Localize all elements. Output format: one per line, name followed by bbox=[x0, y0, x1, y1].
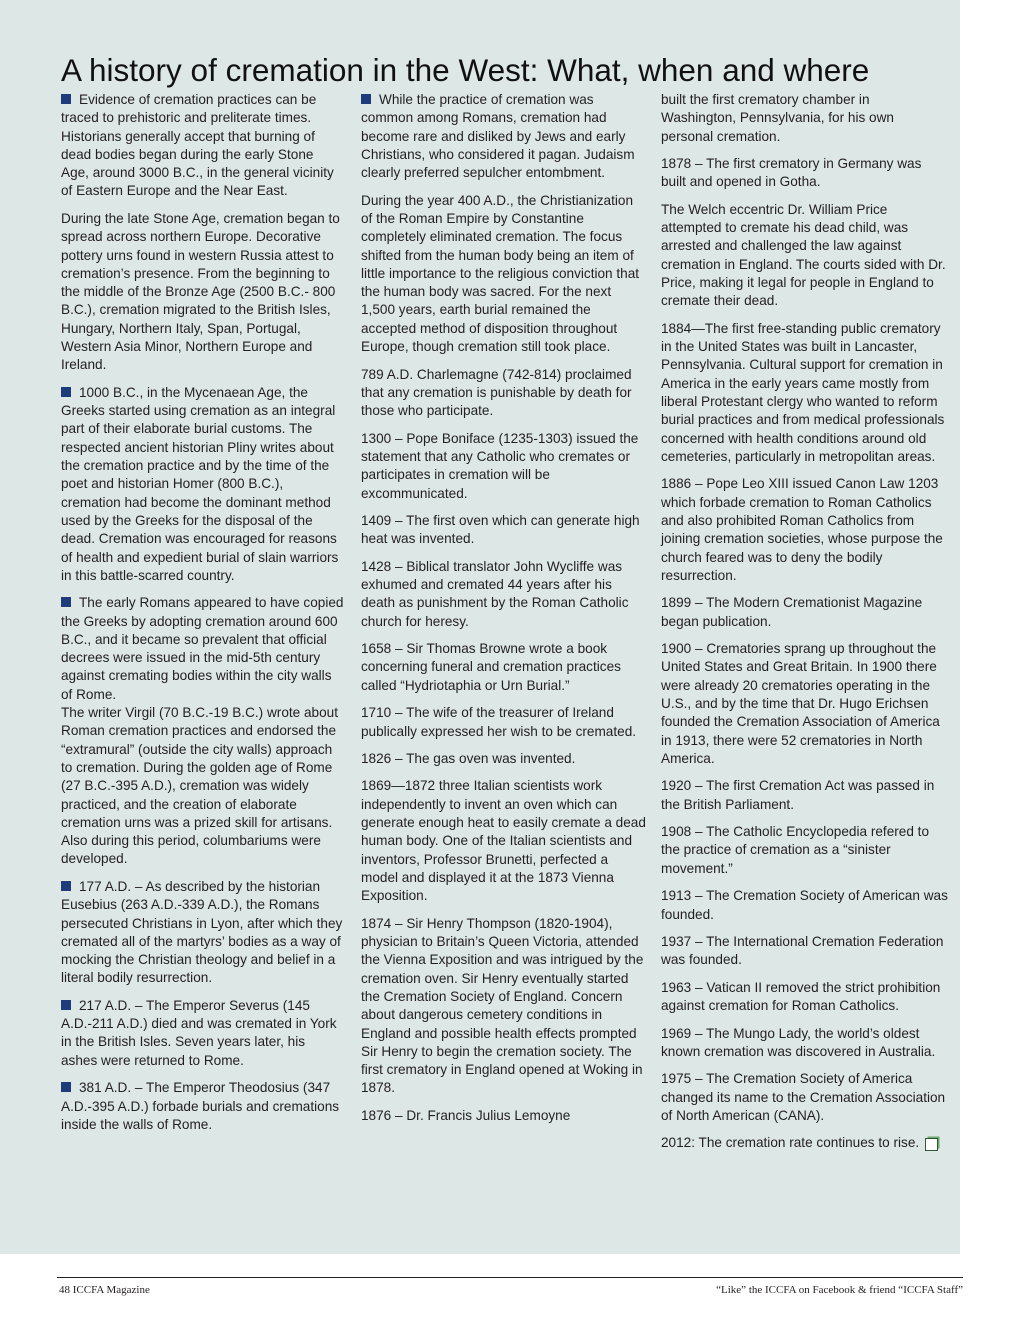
paragraph: 1428 – Biblical translator John Wycliffe was exhumed and cremated 44 years after his death as punishment by the Roman Catholic church for heresy. bbox=[361, 558, 629, 629]
paragraph: 1878 – The first crematory in Germany was built and opened in Gotha. bbox=[661, 156, 922, 190]
paragraph: 1908 – The Catholic Encyclopedia refered to the practice of cremation as a “sinister movement.” bbox=[661, 824, 930, 876]
square-bullet-icon bbox=[61, 94, 71, 104]
square-bullet-icon bbox=[61, 1000, 71, 1010]
paragraph: Evidence of cremation practices can be traced to prehistoric and preliterate times. Historians generally accept that burning of dead bodies began during the early Stone Age, around 3000 B.C., in the general vicinity of Eastern Europe and the Near East. bbox=[61, 92, 334, 199]
paragraph: 1876 – Dr. Francis Julius Lemoyne bbox=[361, 1107, 571, 1123]
square-bullet-icon bbox=[61, 597, 71, 607]
paragraph: During the year 400 A.D., the Christianization of the Roman Empire by Constantine completely eliminated cremation. The focus shifted from the human body being an item of little importance to the religious conviction that the human body was sacred. For the next 1,500 years, earth burial remained the accepted method of disposition throughout Europe, though cremation still took place. bbox=[361, 192, 640, 355]
paragraph: 1963 – Vatican II removed the strict prohibition against cremation for Roman Catholics. bbox=[661, 979, 941, 1014]
paragraph: The Welch eccentric Dr. William Price attempted to cremate his dead child, was arrested and challenged the law against cremation in England. The courts sided with Dr. Price, making it legal for people in England to cremate their dead. bbox=[661, 201, 946, 309]
paragraph: 1658 – Sir Thomas Browne wrote a book concerning funeral and cremation practices called “Hydriotaphia or Urn Burial.” bbox=[361, 641, 621, 693]
paragraph: built the first crematory chamber in Washington, Pennsylvania, for his own personal cremation. bbox=[661, 92, 894, 144]
paragraph: 2012: The cremation rate continues to rise. bbox=[661, 1134, 948, 1152]
paragraph: 1886 – Pope Leo XIII issued Canon Law 1203 which forbade cremation to Roman Catholics and also prohibited Roman Catholics from joining cremation societies, whose purpose the church feared was to deny the bodily resurrection. bbox=[661, 476, 943, 583]
paragraph: 1900 – Crematories sprang up throughout the United States and Great Britain. In 1900 there were already 20 crematories operating in the U.S., and by the time that Dr. Hugo Erichsen founded the Cremation Association of America in 1913, there were 52 crematories in North America. bbox=[661, 641, 940, 766]
paragraph: During the late Stone Age, cremation began to spread across northern Europe. Decorative pottery urns found in western Russia attest to cremation’s presence. From the beginning to the middle of the Bronze Age (2500 B.C.- 800 B.C.), cremation migrated to the British Isles, Hungary, Northern Italy, Span, Portugal, Western Asia Minor, Northern Europe and Ireland. bbox=[61, 210, 340, 373]
paragraph: The early Romans appeared to have copied the Greeks by adopting cremation around 600 B.C., and it became so prevalent that official decrees were issued in the mid-5th century against cremating bodies within the city walls of Rome. The writer Virgil (70 B.C.-19 B.C.) wrote about Roman cremation practices and endorsed the “extramural” (outside the city walls) approach to cremation. During the golden age of Rome (27 B.C.-395 A.D.), cremation was widely practiced, and the creation of elaborate cremation urns was a prized skill for artisans. Also during this period, columbariums were developed. bbox=[61, 595, 344, 867]
column-2 bbox=[361, 91, 646, 1134]
square-bullet-icon bbox=[61, 1082, 71, 1092]
paragraph: 1869—1872 three Italian scientists work independently to invent an oven which can generate enough heat to easily cremate a dead human body. One of the Italian scientists and inventors, Professor Brunetti, perfected a model and displayed it at the 1873 Vienna Exposition. bbox=[361, 778, 646, 904]
article-title: A history of cremation in the West: What, when and where bbox=[61, 52, 870, 88]
footer-social-note: “Like” the ICCFA on Facebook & friend “ICCFA Staff” bbox=[716, 1284, 963, 1296]
paragraph: 1920 – The first Cremation Act was passed in the British Parliament. bbox=[661, 778, 935, 812]
footer-rule bbox=[57, 1277, 963, 1278]
square-bullet-icon bbox=[61, 881, 71, 891]
paragraph: 1937 – The International Cremation Federation was founded. bbox=[661, 934, 944, 968]
paragraph: 1975 – The Cremation Society of America changed its name to the Cremation Association of North American (CANA). bbox=[661, 1071, 946, 1123]
paragraph: 177 A.D. – As described by the historian Eusebius (263 A.D.-339 A.D.), the Romans persecuted Christians in Lyon, after which they cremated all of the martyrs’ bodies as a way of mocking the Christian theology and belief in a literal bodily resurrection. bbox=[61, 878, 343, 986]
paragraph: While the practice of cremation was common among Romans, cremation had become rare and disliked by Jews and early Christians, who considered it pagan. Judaism clearly preferred sepulcher entombment. bbox=[361, 92, 635, 181]
paragraph: 1710 – The wife of the treasurer of Ireland publically expressed her wish to be cremated. bbox=[361, 705, 637, 739]
column-1 bbox=[61, 91, 344, 1143]
paragraph: 381 A.D. – The Emperor Theodosius (347 A.D.-395 A.D.) forbade burials and cremations inside the walls of Rome. bbox=[61, 1080, 340, 1132]
paragraph: 1913 – The Cremation Society of American was founded. bbox=[661, 888, 948, 922]
paragraph: 1884—The first free-standing public crematory in the United States was built in Lancaster, Pennsylvania. Cultural support for cremation in America in the early years came mostly from liberal Protestant clergy who wanted to reform burial practices and from medical professionals concerned with health conditions around old cemeteries, particularly in metropolitan areas. bbox=[661, 320, 945, 464]
paragraph: 1874 – Sir Henry Thompson (1820-1904), physician to Britain’s Queen Victoria, attended the Vienna Exposition and was intrigued by the cremation oven. Sir Henry eventually started the Cremation Society of England. Concern about dangerous cemetery conditions in England and possible health effects prompted Sir Henry to begin the cremation society. The first crematory in England opened at Woking in 1878. bbox=[361, 915, 644, 1096]
paragraph: 789 A.D. Charlemagne (742-814) proclaimed that any cremation is punishable by death for those who participate. bbox=[361, 366, 632, 419]
square-bullet-icon bbox=[361, 94, 371, 104]
paragraph: 1300 – Pope Boniface (1235-1303) issued the statement that any Catholic who cremates or participates in cremation will be excommunicated. bbox=[361, 430, 639, 501]
square-bullet-icon bbox=[61, 387, 71, 397]
footer-page-info: 48 ICCFA Magazine bbox=[59, 1284, 150, 1296]
paragraph: 1409 – The first oven which can generate high heat was invented. bbox=[361, 512, 640, 547]
column-3 bbox=[661, 91, 948, 1162]
paragraph: 1969 – The Mungo Lady, the world’s oldest known cremation was discovered in Australia. bbox=[661, 1025, 936, 1059]
paragraph: 1899 – The Modern Cremationist Magazine began publication. bbox=[661, 595, 923, 629]
paragraph: 1826 – The gas oven was invented. bbox=[361, 751, 576, 766]
paragraph: 1000 B.C., in the Mycenaean Age, the Greeks started using cremation as an integral part of their elaborate burial customs. The respected ancient historian Pliny writes about the cremation practice and by the time of the poet and historian Homer (800 B.C.), cremation had become the dominant method used by the Greeks for the disposal of the dead. Cremation was encouraged for reasons of health and expedient burial of slain warriors in this battle-scarred country. bbox=[61, 384, 339, 583]
end-mark-icon bbox=[925, 1138, 938, 1151]
paragraph: 217 A.D. – The Emperor Severus (145 A.D.-211 A.D.) died and was cremated in York in the British Isles. Seven years later, his ashes were returned to Rome. bbox=[61, 997, 337, 1068]
